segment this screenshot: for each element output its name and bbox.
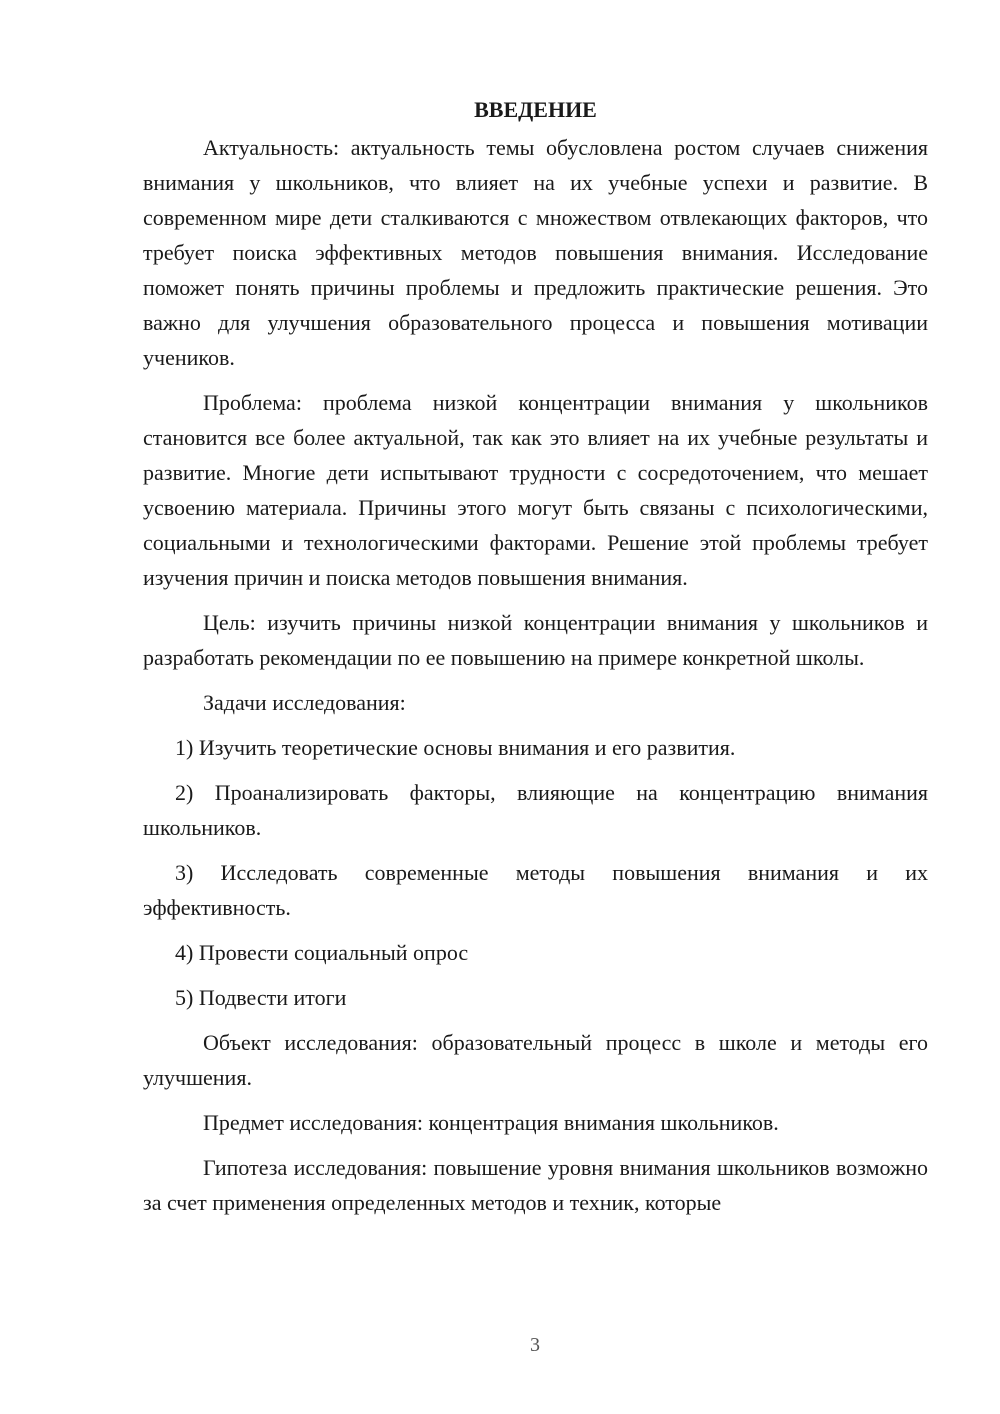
tasks-heading: Задачи исследования: <box>203 690 406 715</box>
task-item-3: 3) Исследовать современные методы повышения внимания и их эффективность. <box>143 860 928 920</box>
task-item-5: 5) Подвести итоги <box>175 985 347 1010</box>
task-item-4: 4) Провести социальный опрос <box>175 940 469 965</box>
object-paragraph: Объект исследования: образовательный процесс в школе и методы его улучшения. <box>143 1030 928 1090</box>
section-title: ВВЕДЕНИЕ <box>474 97 597 122</box>
page-number: 3 <box>530 1334 540 1356</box>
goal-paragraph: Цель: изучить причины низкой концентрации внимания у школьников и разработать рекомендации по ее повышению на примере конкретной школы. <box>143 610 928 670</box>
hypothesis-paragraph: Гипотеза исследования: повышение уровня внимания школьников возможно за счет применения определенных методов и техник, которые <box>143 1155 928 1215</box>
task-item-1: 1) Изучить теоретические основы внимания и его развития. <box>175 735 736 760</box>
relevance-paragraph: Актуальность: актуальность темы обусловлена ростом случаев снижения внимания у школьников, что влияет на их учебные успехи и развитие. В современном мире дети сталкиваются с множеством отвлекающих факторов, что требует поиска эффективных методов повышения внимания. Исследование поможет понять причины проблемы и предложить практические решения. Это важно для улучшения образовательного процесса и повышения мотивации учеников. <box>143 135 928 370</box>
document-page <box>143 94 928 1230</box>
subject-paragraph: Предмет исследования: концентрация внимания школьников. <box>203 1110 779 1135</box>
problem-paragraph: Проблема: проблема низкой концентрации внимания у школьников становится все более актуальной, так как это влияет на их учебные результаты и развитие. Многие дети испытывают трудности с сосредоточением, что мешает усвоению материала. Причины этого могут быть связаны с психологическими, социальными и технологическими факторами. Решение этой проблемы требует изучения причин и поиска методов повышения внимания. <box>143 390 928 590</box>
task-item-2: 2) Проанализировать факторы, влияющие на концентрацию внимания школьников. <box>143 780 928 840</box>
